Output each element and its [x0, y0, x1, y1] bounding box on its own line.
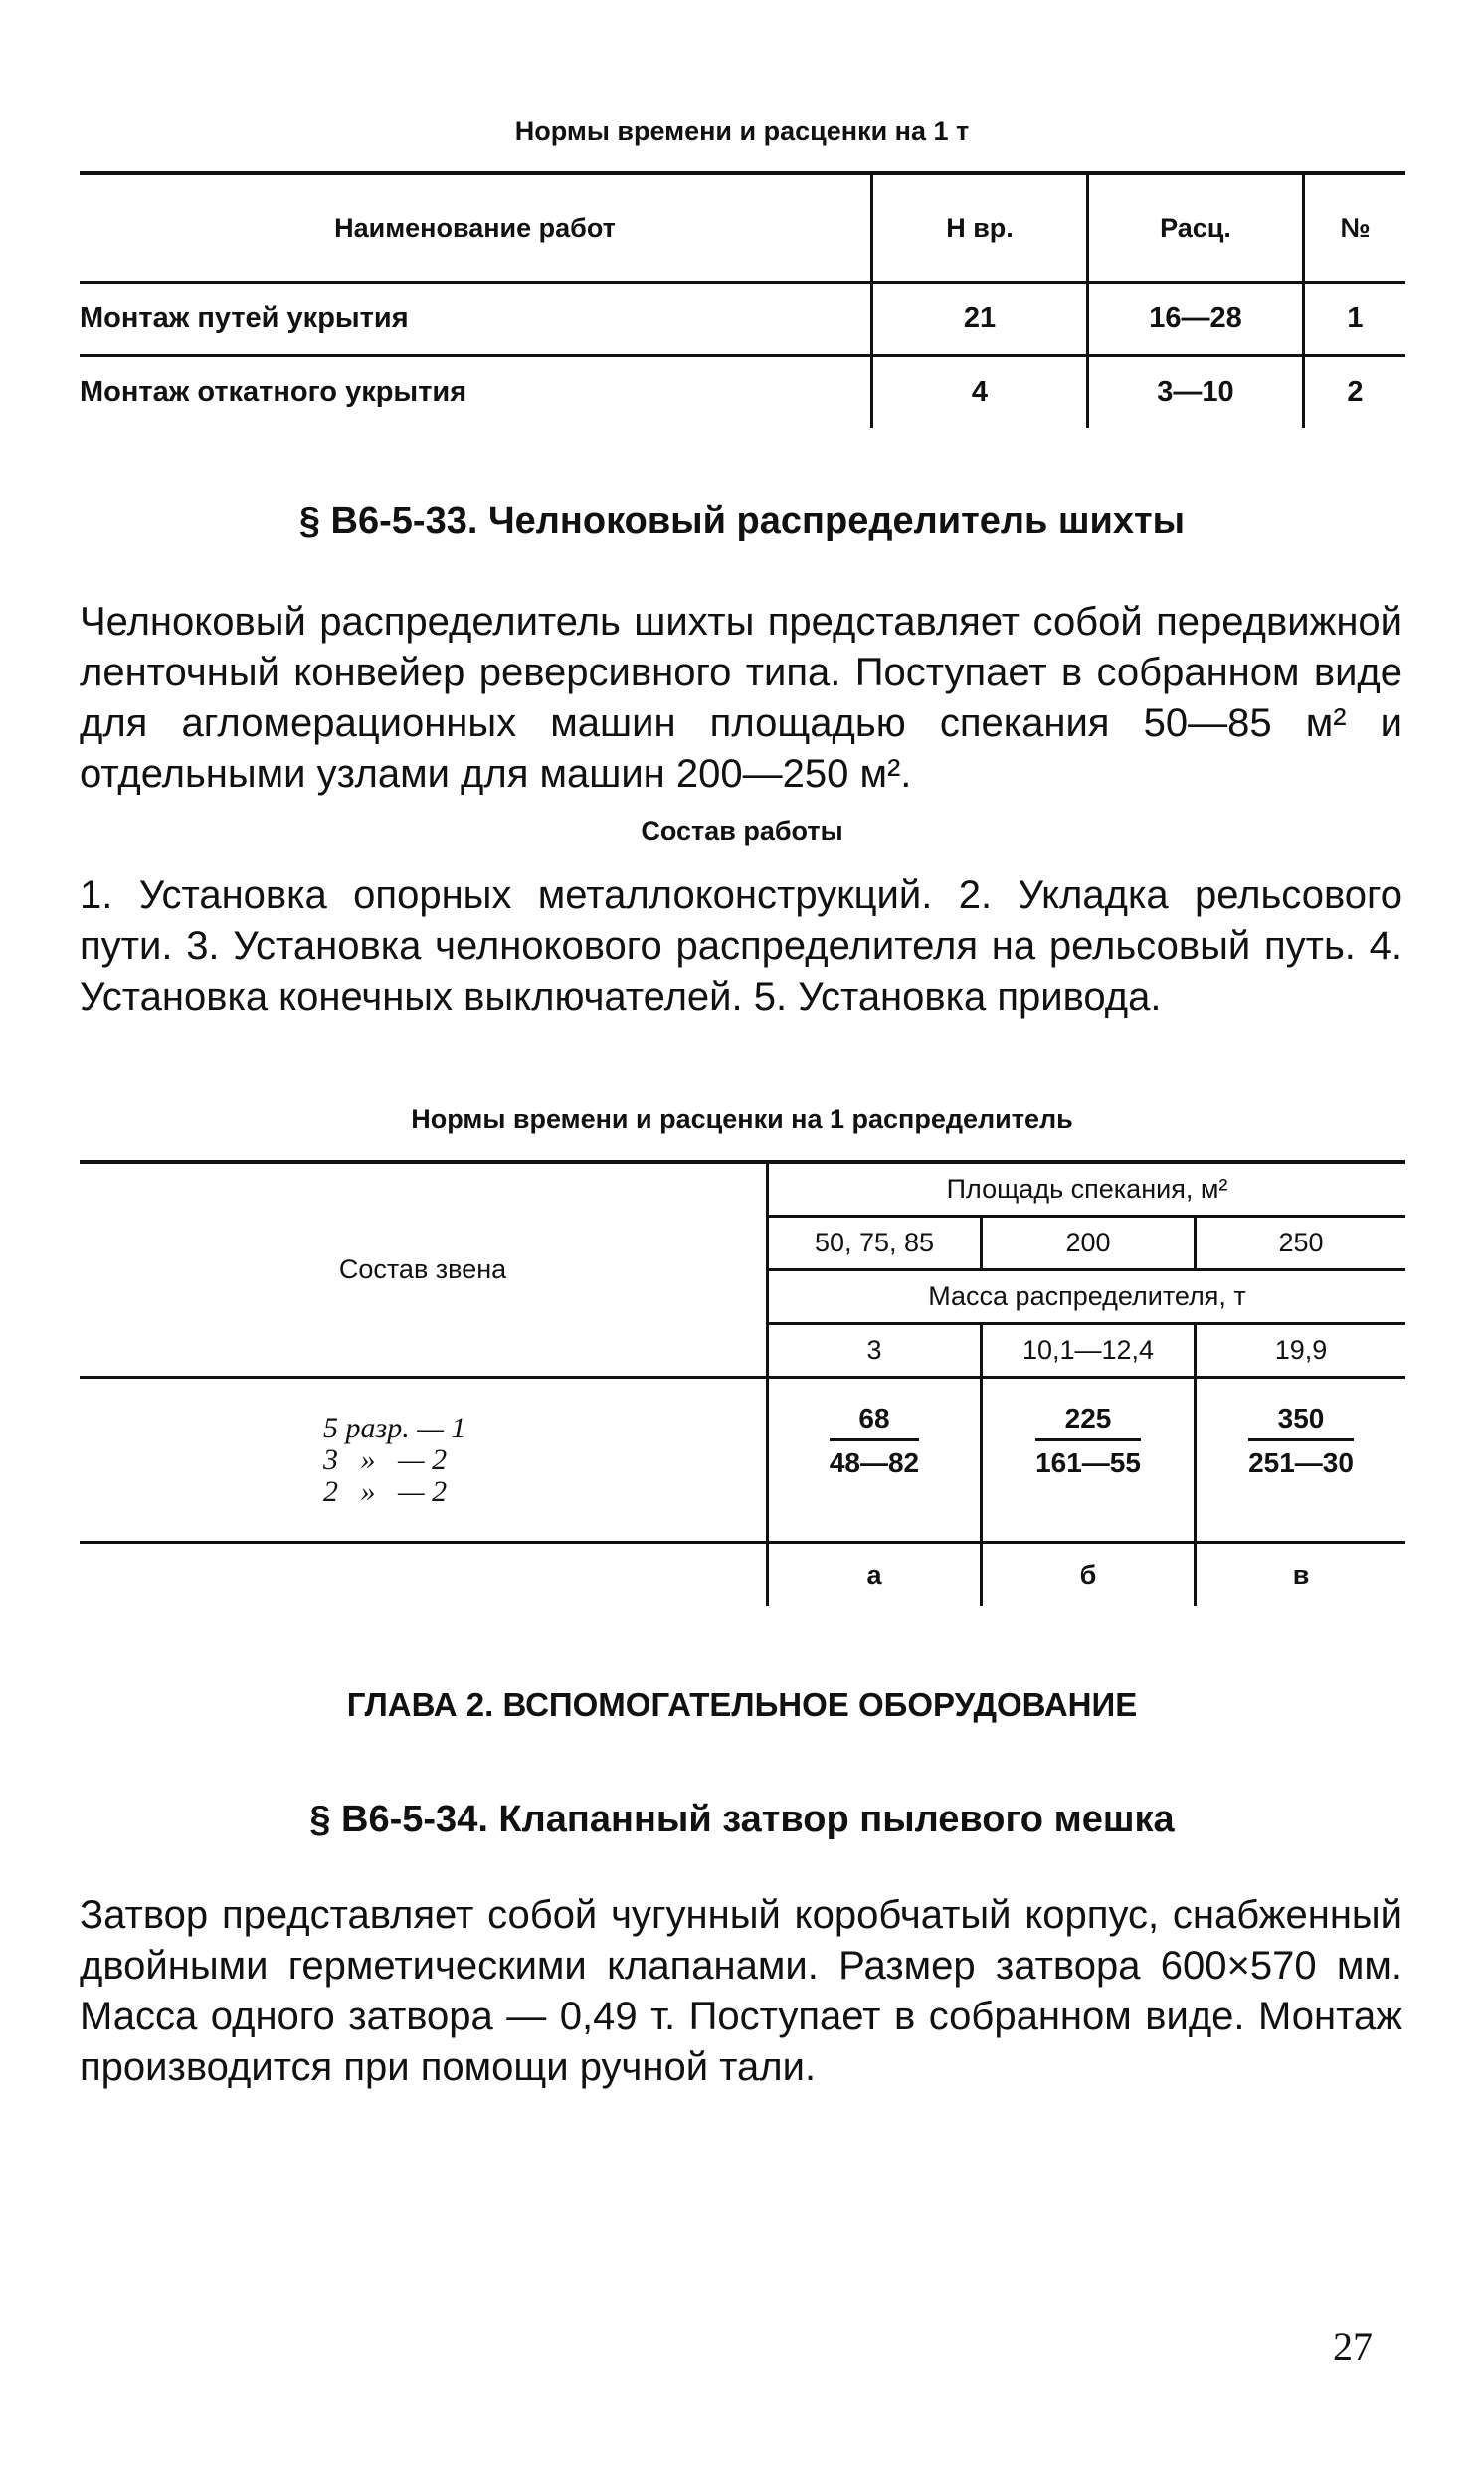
row-num: 2 — [1304, 356, 1406, 429]
norms-table-2 — [80, 1160, 1405, 1606]
row-name: Монтаж откатного укрытия — [80, 376, 467, 408]
row-name: Монтаж путей укрытия — [80, 283, 872, 356]
mass-value: 10,1—12,4 — [982, 1324, 1196, 1378]
section-heading-2: § В6-5-34. Клапанный затвор пылевого мешка — [309, 1799, 1175, 1840]
mass-header: Масса распределителя, т — [768, 1270, 1406, 1324]
section1-paragraph: Челноковый распределитель шихты представляет собой передвижной ленточный конвейер реверсивного типа. Поступает в собранном виде для агломерационных машин площадью спекания 50—85 м² и отдельными узлами для машин 200—250 м². — [80, 600, 1402, 796]
norm-time: 350 — [1248, 1403, 1354, 1441]
row-rasc: 3—10 — [1088, 356, 1304, 429]
col-header-rasc: Расц. — [1088, 173, 1304, 283]
chapter-heading: ГЛАВА 2. ВСПОМОГАТЕЛЬНОЕ ОБОРУДОВАНИЕ — [346, 1686, 1138, 1723]
row-header-crew: Состав звена — [80, 1162, 768, 1378]
row-num: 1 — [1304, 283, 1406, 356]
norm-rate: 48—82 — [829, 1447, 920, 1478]
col-header-nvr: Н вр. — [872, 173, 1088, 283]
column-letter: в — [1196, 1543, 1406, 1607]
crew-line: 3 » — 2 — [323, 1442, 448, 1476]
column-letter: б — [982, 1543, 1196, 1607]
norm-cell-b — [982, 1378, 1196, 1543]
norms-table-1 — [80, 171, 1405, 428]
work-title: Состав работы — [641, 816, 843, 846]
mass-value: 19,9 — [1196, 1324, 1406, 1378]
norm-rate: 251—30 — [1248, 1447, 1354, 1478]
norm-cell-a — [768, 1378, 982, 1543]
crew-cell — [80, 1378, 768, 1543]
area-value: 200 — [982, 1217, 1196, 1270]
section-heading-1: § В6-5-33. Челноковый распределитель шихты — [298, 500, 1186, 542]
column-letter: а — [768, 1543, 982, 1607]
table-header-row — [80, 173, 1405, 283]
crew-line: 2 » — 2 — [323, 1474, 448, 1508]
col-header-num: № — [1304, 173, 1406, 283]
norm-time: 68 — [830, 1403, 919, 1441]
row-nvr: 4 — [872, 356, 1088, 429]
table1-caption: Нормы времени и расценки на 1 т — [514, 116, 970, 146]
norm-fraction — [1035, 1403, 1141, 1479]
row-nvr: 21 — [872, 283, 1088, 356]
row-rasc: 16—28 — [1088, 283, 1304, 356]
crew-line: 5 разр. — 1 — [323, 1411, 466, 1444]
area-header: Площадь спекания, м² — [768, 1162, 1406, 1217]
norm-fraction — [1248, 1403, 1354, 1479]
norm-cell-c — [1196, 1378, 1406, 1543]
area-value: 50, 75, 85 — [768, 1217, 982, 1270]
norm-fraction — [830, 1403, 919, 1479]
section2-paragraph: Затвор представляет собой чугунный коробчатый корпус, снабженный двойными герметическими клапанами. Размер затвора 600×570 мм. Масса одного затвора — 0,49 т. Поступает в собранном виде. Монтаж производится при помощи ручной тали. — [80, 1893, 1402, 2089]
table2-caption: Нормы времени и расценки на 1 распределитель — [411, 1104, 1073, 1134]
norm-time: 225 — [1035, 1403, 1141, 1441]
table-row — [80, 283, 1405, 356]
table-row — [80, 356, 1405, 429]
work-text: 1. Установка опорных металлоконструкций. 2. Укладка рельсового пути. 3. Установка челнокового распределителя на рельсовый путь. 4. Установка конечных выключателей. 5. Установка привода. — [80, 873, 1402, 1019]
page-number: 27 — [1333, 2324, 1373, 2369]
norm-rate: 161—55 — [1035, 1447, 1141, 1478]
col-header-name: Наименование работ — [80, 173, 872, 283]
area-value: 250 — [1196, 1217, 1406, 1270]
mass-value: 3 — [768, 1324, 982, 1378]
